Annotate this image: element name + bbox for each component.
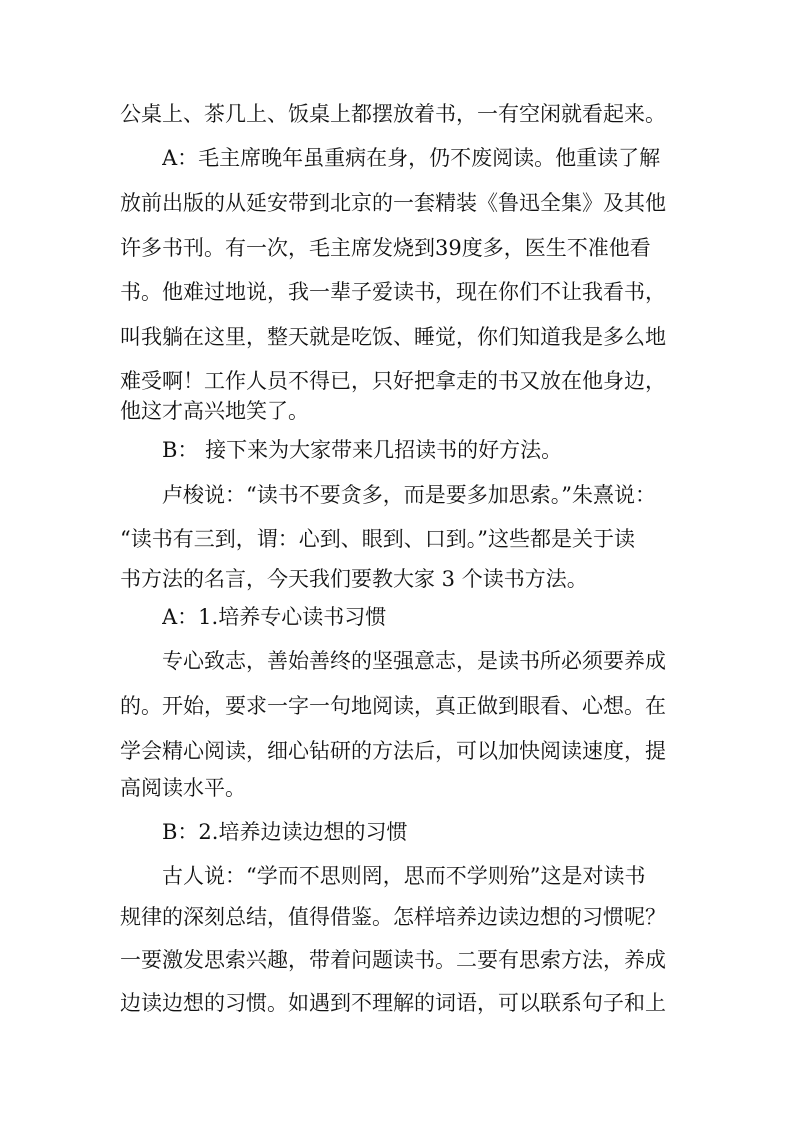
text-line: 高阅读水平。 — [120, 776, 246, 800]
text-line: 难受啊！工作人员不得已，只好把拿走的书又放在他身边， — [120, 369, 666, 393]
text-line: 他这才高兴地笑了。 — [120, 399, 309, 423]
text-line: 边读边想的习惯。如遇到不理解的词语，可以联系句子和上 — [120, 991, 666, 1015]
dialogue-line-a: A：毛主席晚年虽重病在身，仍不废阅读。他重读了解 — [162, 146, 661, 170]
section-heading-1: A：1.培养专心读书习惯 — [162, 605, 387, 629]
section-heading-2: B：2.培养边读边想的习惯 — [162, 820, 408, 844]
text-line: 学会精心阅读，细心钻研的方法后，可以加快阅读速度，提 — [120, 739, 666, 763]
dialogue-line-b: B： 接下来为大家带来几招读书的好方法。 — [162, 438, 563, 462]
text-line: 规律的深刻总结，值得借鉴。怎样培养边读边想的习惯呢？ — [120, 905, 666, 929]
text-line: 的。开始，要求一字一句地阅读，真正做到眼看、心想。在 — [120, 694, 666, 718]
text-line: 许多书刊。有一次，毛主席发烧到39度多，医生不准他看 — [120, 236, 651, 260]
quote-line: 卢梭说：“读书不要贪多，而是要多加思索。”朱熹说： — [162, 483, 656, 507]
paragraph-start: 专心致志，善始善终的坚强意志，是读书所必须要养成 — [162, 649, 666, 673]
text-line: 书。他难过地说，我一辈子爱读书，现在你们不让我看书， — [120, 280, 666, 304]
text-line: 公桌上、茶几上、饭桌上都摆放着书，一有空闲就看起来。 — [120, 102, 666, 126]
text-line: 叫我躺在这里，整天就是吃饭、睡觉，你们知道我是多么地 — [120, 325, 666, 349]
text-line: “读书有三到，谓：心到、眼到、口到。”这些都是关于读 — [120, 527, 635, 551]
text-line: 一要激发思索兴趣，带着问题读书。二要有思索方法，养成 — [120, 948, 666, 972]
paragraph-start: 古人说：“学而不思则罔，思而不学则殆”这是对读书 — [162, 864, 646, 888]
text-line: 书方法的名言，今天我们要教大家 3 个读书方法。 — [120, 567, 588, 591]
text-line: 放前出版的从延安带到北京的一套精装《鲁迅全集》及其他 — [120, 191, 666, 215]
